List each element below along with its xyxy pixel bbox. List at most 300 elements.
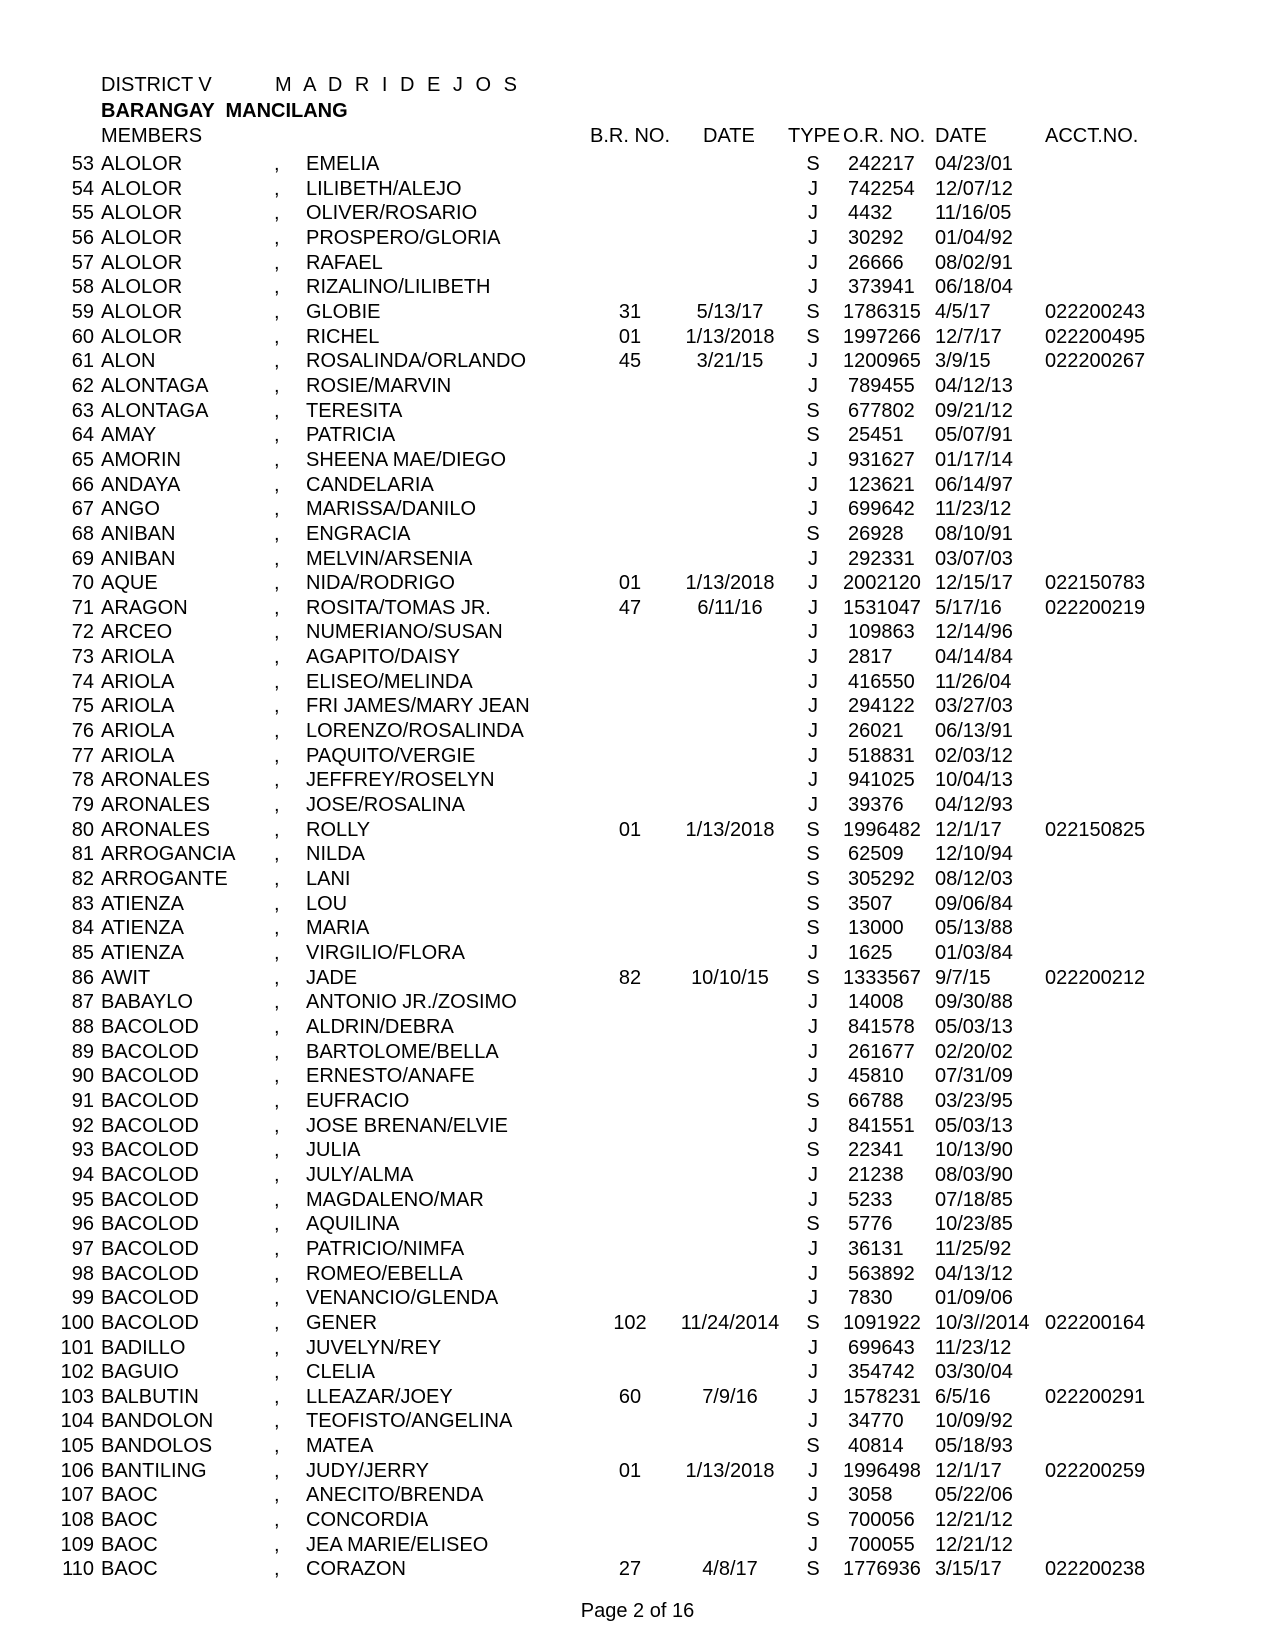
membership-type: S	[806, 818, 820, 841]
or-no: 66788	[848, 1089, 904, 1112]
table-row	[0, 1237, 1275, 1262]
membership-type: S	[806, 843, 820, 866]
acct-no: 022200243	[1045, 300, 1146, 323]
row-number: 73	[71, 646, 94, 669]
or-date: 08/02/91	[935, 251, 1013, 274]
br-no: 60	[618, 1385, 642, 1408]
last-name: BACOLOD	[101, 1287, 199, 1310]
membership-type: J	[808, 350, 818, 373]
name-separator: ,	[274, 892, 280, 915]
table-row	[0, 152, 1275, 177]
or-date: 03/27/03	[935, 695, 1013, 718]
membership-type: J	[808, 226, 818, 249]
or-date: 08/03/90	[935, 1163, 1013, 1186]
last-name: BACOLOD	[101, 1015, 199, 1038]
last-name: BAOC	[101, 1533, 158, 1556]
membership-type: S	[806, 966, 820, 989]
date-column-header: DATE	[703, 125, 755, 147]
name-separator: ,	[274, 276, 280, 299]
last-name: BACOLOD	[101, 1213, 199, 1236]
name-separator: ,	[274, 1015, 280, 1038]
table-row	[0, 1212, 1275, 1237]
name-separator: ,	[274, 843, 280, 866]
row-number: 86	[71, 966, 94, 989]
name-separator: ,	[274, 695, 280, 718]
row-number: 75	[71, 695, 94, 718]
last-name: ARIOLA	[101, 670, 175, 693]
row-number: 64	[71, 424, 94, 447]
last-name: BAOC	[101, 1558, 158, 1581]
last-name: ALOLOR	[101, 226, 183, 249]
or-date: 09/06/84	[935, 892, 1013, 915]
row-number: 65	[71, 448, 94, 471]
last-name: BANTILING	[101, 1459, 207, 1482]
first-name: MARISSA/DANILO	[306, 498, 477, 521]
table-row	[0, 892, 1275, 917]
first-name: NIDA/RODRIGO	[306, 572, 455, 595]
or-no: 1996482	[843, 818, 921, 841]
membership-type: J	[808, 744, 818, 767]
membership-type: S	[806, 153, 820, 175]
row-number: 78	[71, 769, 94, 792]
acct-no: 022200238	[1045, 1558, 1146, 1581]
name-separator: ,	[274, 621, 280, 644]
row-number: 107	[60, 1484, 94, 1507]
name-separator: ,	[274, 153, 280, 175]
or-no: 941025	[848, 769, 915, 792]
last-name: BACOLOD	[101, 1065, 199, 1088]
table-row	[0, 177, 1275, 202]
membership-type: S	[806, 892, 820, 915]
or-date: 08/10/91	[935, 522, 1013, 545]
row-number: 93	[71, 1139, 94, 1162]
membership-type: J	[808, 498, 818, 521]
row-number: 82	[71, 868, 94, 891]
last-name: ARIOLA	[101, 695, 175, 718]
table-row	[0, 793, 1275, 818]
table-row	[0, 1385, 1275, 1410]
membership-type: J	[808, 276, 818, 299]
name-separator: ,	[274, 1509, 280, 1532]
table-row	[0, 842, 1275, 867]
row-number: 69	[71, 547, 94, 570]
first-name: NILDA	[306, 843, 365, 866]
name-separator: ,	[274, 1262, 280, 1285]
br-date: 7/9/16	[702, 1385, 758, 1408]
first-name: JUDY/JERRY	[306, 1459, 429, 1482]
table-row	[0, 694, 1275, 719]
first-name: MELVIN/ARSENIA	[306, 547, 473, 570]
br-no: 31	[618, 300, 642, 323]
table-row	[0, 1114, 1275, 1139]
or-date: 11/26/04	[935, 670, 1012, 693]
first-name: JEFFREY/ROSELYN	[306, 769, 495, 792]
first-name: CLELIA	[306, 1361, 375, 1384]
membership-type: J	[808, 1262, 818, 1285]
acct-no-column-header: ACCT.NO.	[1045, 125, 1139, 147]
last-name: ANDAYA	[101, 473, 181, 496]
or-no: 21238	[848, 1163, 904, 1186]
or-no: 2002120	[843, 572, 921, 595]
name-separator: ,	[274, 942, 280, 964]
membership-type: S	[806, 424, 820, 447]
last-name: ANGO	[101, 498, 160, 521]
first-name: ROSALINDA/ORLANDO	[306, 350, 527, 373]
or-no: 742254	[848, 177, 915, 200]
br-no: 82	[618, 966, 642, 989]
name-separator: ,	[274, 1065, 280, 1088]
table-row	[0, 1336, 1275, 1361]
table-row	[0, 1188, 1275, 1213]
row-number: 104	[60, 1410, 94, 1433]
first-name: JOSE BRENAN/ELVIE	[306, 1114, 508, 1137]
br-date: 1/13/2018	[685, 325, 775, 348]
row-number: 96	[71, 1213, 94, 1236]
last-name: ARIOLA	[101, 720, 175, 743]
last-name: ALOLOR	[101, 300, 183, 323]
row-number: 102	[60, 1361, 94, 1384]
last-name: ATIENZA	[101, 942, 184, 964]
membership-type: J	[808, 1459, 818, 1482]
members-column-header: MEMBERS	[101, 125, 203, 147]
membership-type: J	[808, 1361, 818, 1384]
membership-type: S	[806, 1558, 820, 1581]
or-date: 11/23/12	[935, 498, 1012, 521]
br-date: 5/13/17	[696, 300, 764, 323]
br-no: 47	[618, 596, 642, 619]
or-no: 30292	[848, 226, 904, 249]
or-date: 3/9/15	[935, 350, 991, 373]
membership-type: J	[808, 794, 818, 817]
last-name: ARONALES	[101, 769, 210, 792]
or-date: 12/07/12	[935, 177, 1013, 200]
membership-type: S	[806, 868, 820, 891]
row-number: 76	[71, 720, 94, 743]
last-name: BANDOLOS	[101, 1435, 213, 1458]
last-name: BACOLOD	[101, 1089, 199, 1112]
name-separator: ,	[274, 1385, 280, 1408]
membership-type: J	[808, 695, 818, 718]
table-row	[0, 1557, 1275, 1582]
name-separator: ,	[274, 1237, 280, 1260]
table-row	[0, 275, 1275, 300]
br-no: 45	[618, 350, 642, 373]
or-date: 06/13/91	[935, 720, 1013, 743]
br-no: 102	[613, 1311, 647, 1334]
first-name: EMELIA	[306, 153, 380, 175]
row-number: 105	[60, 1435, 94, 1458]
or-no: 2817	[848, 646, 893, 669]
last-name: BACOLOD	[101, 1188, 199, 1211]
last-name: ARROGANTE	[101, 868, 228, 891]
table-row	[0, 916, 1275, 941]
name-separator: ,	[274, 572, 280, 595]
or-date: 04/12/93	[935, 794, 1013, 817]
name-separator: ,	[274, 1361, 280, 1384]
last-name: ARONALES	[101, 818, 210, 841]
first-name: FRI JAMES/MARY JEAN	[306, 695, 530, 718]
first-name: AQUILINA	[306, 1213, 400, 1236]
table-row	[0, 1138, 1275, 1163]
br-date: 3/21/15	[696, 350, 764, 373]
or-date: 12/21/12	[935, 1533, 1013, 1556]
table-row	[0, 867, 1275, 892]
membership-type: J	[808, 1287, 818, 1310]
row-number: 55	[71, 202, 94, 225]
first-name: LOU	[306, 892, 348, 915]
acct-no: 022200212	[1045, 966, 1146, 989]
or-date: 05/13/88	[935, 917, 1013, 940]
first-name: EUFRACIO	[306, 1089, 410, 1112]
first-name: LANI	[306, 868, 351, 891]
last-name: BANDOLON	[101, 1410, 214, 1433]
br-no-column-header: B.R. NO.	[590, 125, 671, 147]
or-date: 11/25/92	[935, 1237, 1012, 1260]
or-no: 14008	[848, 991, 904, 1014]
last-name: BACOLOD	[101, 1262, 199, 1285]
first-name: CONCORDIA	[306, 1509, 429, 1532]
or-date: 03/30/04	[935, 1361, 1013, 1384]
row-number: 81	[71, 843, 94, 866]
name-separator: ,	[274, 177, 280, 200]
row-number: 88	[71, 1015, 94, 1038]
or-no: 5233	[848, 1188, 893, 1211]
or-no: 261677	[848, 1040, 915, 1063]
or-date: 4/5/17	[935, 300, 991, 323]
membership-type: J	[808, 448, 818, 471]
table-row	[0, 1262, 1275, 1287]
first-name: GENER	[306, 1311, 378, 1334]
first-name: ROMEO/EBELLA	[306, 1262, 463, 1285]
or-no: 305292	[848, 868, 915, 891]
first-name: RAFAEL	[306, 251, 383, 274]
table-row	[0, 448, 1275, 473]
first-name: LLEAZAR/JOEY	[306, 1385, 453, 1408]
membership-type: J	[808, 1163, 818, 1186]
name-separator: ,	[274, 720, 280, 743]
name-separator: ,	[274, 1040, 280, 1063]
or-no: 416550	[848, 670, 915, 693]
table-row	[0, 596, 1275, 621]
name-separator: ,	[274, 1558, 280, 1581]
table-row	[0, 990, 1275, 1015]
last-name: ALON	[101, 350, 156, 373]
membership-type: S	[806, 1139, 820, 1162]
first-name: ANTONIO JR./ZOSIMO	[306, 991, 517, 1014]
name-separator: ,	[274, 1410, 280, 1433]
page-number: Page 2 of 16	[580, 1600, 695, 1622]
or-date: 04/23/01	[935, 153, 1013, 175]
or-date: 12/7/17	[935, 325, 1002, 348]
first-name: TERESITA	[306, 399, 403, 422]
name-separator: ,	[274, 498, 280, 521]
table-row	[0, 620, 1275, 645]
row-number: 66	[71, 473, 94, 496]
first-name: ERNESTO/ANAFE	[306, 1065, 475, 1088]
table-row	[0, 941, 1275, 966]
or-no: 373941	[848, 276, 915, 299]
or-date: 05/07/91	[935, 424, 1013, 447]
name-separator: ,	[274, 399, 280, 422]
name-separator: ,	[274, 374, 280, 397]
first-name: MARIA	[306, 917, 370, 940]
or-date: 09/30/88	[935, 991, 1013, 1014]
member-list	[0, 152, 1275, 1582]
or-no: 62509	[848, 843, 904, 866]
membership-type: J	[808, 596, 818, 619]
or-date: 10/3//2014	[935, 1311, 1030, 1334]
last-name: BABAYLO	[101, 991, 193, 1014]
first-name: AGAPITO/DAISY	[306, 646, 461, 669]
br-no: 01	[618, 1459, 642, 1482]
or-date-column-header: DATE	[935, 125, 987, 147]
membership-type: J	[808, 473, 818, 496]
table-row	[0, 1459, 1275, 1484]
first-name: PROSPERO/GLORIA	[306, 226, 501, 249]
or-no: 1200965	[843, 350, 921, 373]
name-separator: ,	[274, 917, 280, 940]
last-name: AMAY	[101, 424, 157, 447]
or-date: 05/18/93	[935, 1435, 1013, 1458]
name-separator: ,	[274, 1163, 280, 1186]
table-row	[0, 1360, 1275, 1385]
membership-type: J	[808, 769, 818, 792]
name-separator: ,	[274, 1336, 280, 1359]
or-date: 10/04/13	[935, 769, 1013, 792]
or-no: 841578	[848, 1015, 915, 1038]
or-date: 02/20/02	[935, 1040, 1013, 1063]
br-date: 1/13/2018	[685, 818, 775, 841]
or-no: 292331	[848, 547, 915, 570]
or-date: 01/09/06	[935, 1287, 1013, 1310]
acct-no: 022200259	[1045, 1459, 1146, 1482]
or-no: 789455	[848, 374, 915, 397]
or-date: 01/04/92	[935, 226, 1013, 249]
or-date: 11/23/12	[935, 1336, 1012, 1359]
or-date: 12/15/17	[935, 572, 1013, 595]
or-date: 02/03/12	[935, 744, 1013, 767]
first-name: MAGDALENO/MAR	[306, 1188, 484, 1211]
or-date: 3/15/17	[935, 1558, 1002, 1581]
or-date: 6/5/16	[935, 1385, 991, 1408]
name-separator: ,	[274, 818, 280, 841]
table-row	[0, 1040, 1275, 1065]
table-row	[0, 1163, 1275, 1188]
row-number: 110	[62, 1558, 94, 1581]
first-name: JEA MARIE/ELISEO	[306, 1533, 489, 1556]
or-no: 1091922	[843, 1311, 921, 1334]
row-number: 63	[71, 399, 94, 422]
table-row	[0, 1064, 1275, 1089]
membership-type: J	[808, 202, 818, 225]
first-name: RIZALINO/LILIBETH	[306, 276, 491, 299]
table-row	[0, 201, 1275, 226]
br-date: 10/10/15	[691, 966, 769, 989]
br-date: 6/11/16	[697, 596, 763, 619]
membership-type: J	[808, 177, 818, 200]
district-label: DISTRICT V	[101, 74, 212, 96]
first-name: ANECITO/BRENDA	[306, 1484, 484, 1507]
or-no: 294122	[848, 695, 915, 718]
membership-type: J	[808, 1533, 818, 1556]
or-date: 04/14/84	[935, 646, 1013, 669]
br-date: 4/8/17	[702, 1558, 758, 1581]
membership-type: S	[806, 1311, 820, 1334]
br-no: 01	[618, 818, 642, 841]
table-row	[0, 349, 1275, 374]
first-name: PAQUITO/VERGIE	[306, 744, 476, 767]
first-name: ROSIE/MARVIN	[306, 374, 452, 397]
or-date: 06/14/97	[935, 473, 1013, 496]
name-separator: ,	[274, 473, 280, 496]
name-separator: ,	[274, 350, 280, 373]
or-no: 242217	[848, 153, 915, 175]
name-separator: ,	[274, 251, 280, 274]
row-number: 84	[71, 917, 94, 940]
membership-type: J	[808, 572, 818, 595]
row-number: 57	[71, 251, 94, 274]
or-no: 123621	[848, 473, 915, 496]
first-name: ROLLY	[306, 818, 371, 841]
table-row	[0, 473, 1275, 498]
membership-type: J	[808, 1188, 818, 1211]
first-name: GLOBIE	[306, 300, 381, 323]
table-row	[0, 719, 1275, 744]
or-no: 563892	[848, 1262, 915, 1285]
or-date: 06/18/04	[935, 276, 1013, 299]
br-no: 27	[618, 1558, 642, 1581]
name-separator: ,	[274, 1435, 280, 1458]
row-number: 89	[71, 1040, 94, 1063]
name-separator: ,	[274, 596, 280, 619]
row-number: 95	[71, 1188, 94, 1211]
first-name: LORENZO/ROSALINDA	[306, 720, 524, 743]
last-name: BACOLOD	[101, 1040, 199, 1063]
table-row	[0, 1483, 1275, 1508]
first-name: BARTOLOME/BELLA	[306, 1040, 499, 1063]
last-name: BACOLOD	[101, 1139, 199, 1162]
or-no: 26666	[848, 251, 904, 274]
or-date: 11/16/05	[935, 202, 1012, 225]
or-date: 01/17/14	[935, 448, 1013, 471]
membership-type: S	[806, 1435, 820, 1458]
last-name: ALOLOR	[101, 153, 183, 175]
first-name: ROSITA/TOMAS JR.	[306, 596, 491, 619]
first-name: PATRICIA	[306, 424, 396, 447]
row-number: 106	[60, 1459, 94, 1482]
row-number: 101	[60, 1336, 94, 1359]
table-row	[0, 300, 1275, 325]
or-no: 1531047	[843, 596, 921, 619]
first-name: ELISEO/MELINDA	[306, 670, 473, 693]
last-name: BACOLOD	[101, 1311, 199, 1334]
row-number: 60	[71, 325, 94, 348]
row-number: 54	[71, 177, 94, 200]
municipality-label: M A D R I D E J O S	[275, 74, 521, 96]
acct-no: 022200495	[1045, 325, 1146, 348]
row-number: 79	[71, 794, 94, 817]
or-no: 1996498	[843, 1459, 921, 1482]
or-no: 25451	[848, 424, 904, 447]
first-name: PATRICIO/NIMFA	[306, 1237, 465, 1260]
or-date: 05/03/13	[935, 1015, 1013, 1038]
br-date: 11/24/2014	[680, 1311, 780, 1334]
or-no: 1997266	[843, 325, 921, 348]
membership-type: J	[808, 942, 818, 964]
or-no: 34770	[848, 1410, 904, 1433]
first-name: TEOFISTO/ANGELINA	[306, 1410, 513, 1433]
table-row	[0, 1409, 1275, 1434]
